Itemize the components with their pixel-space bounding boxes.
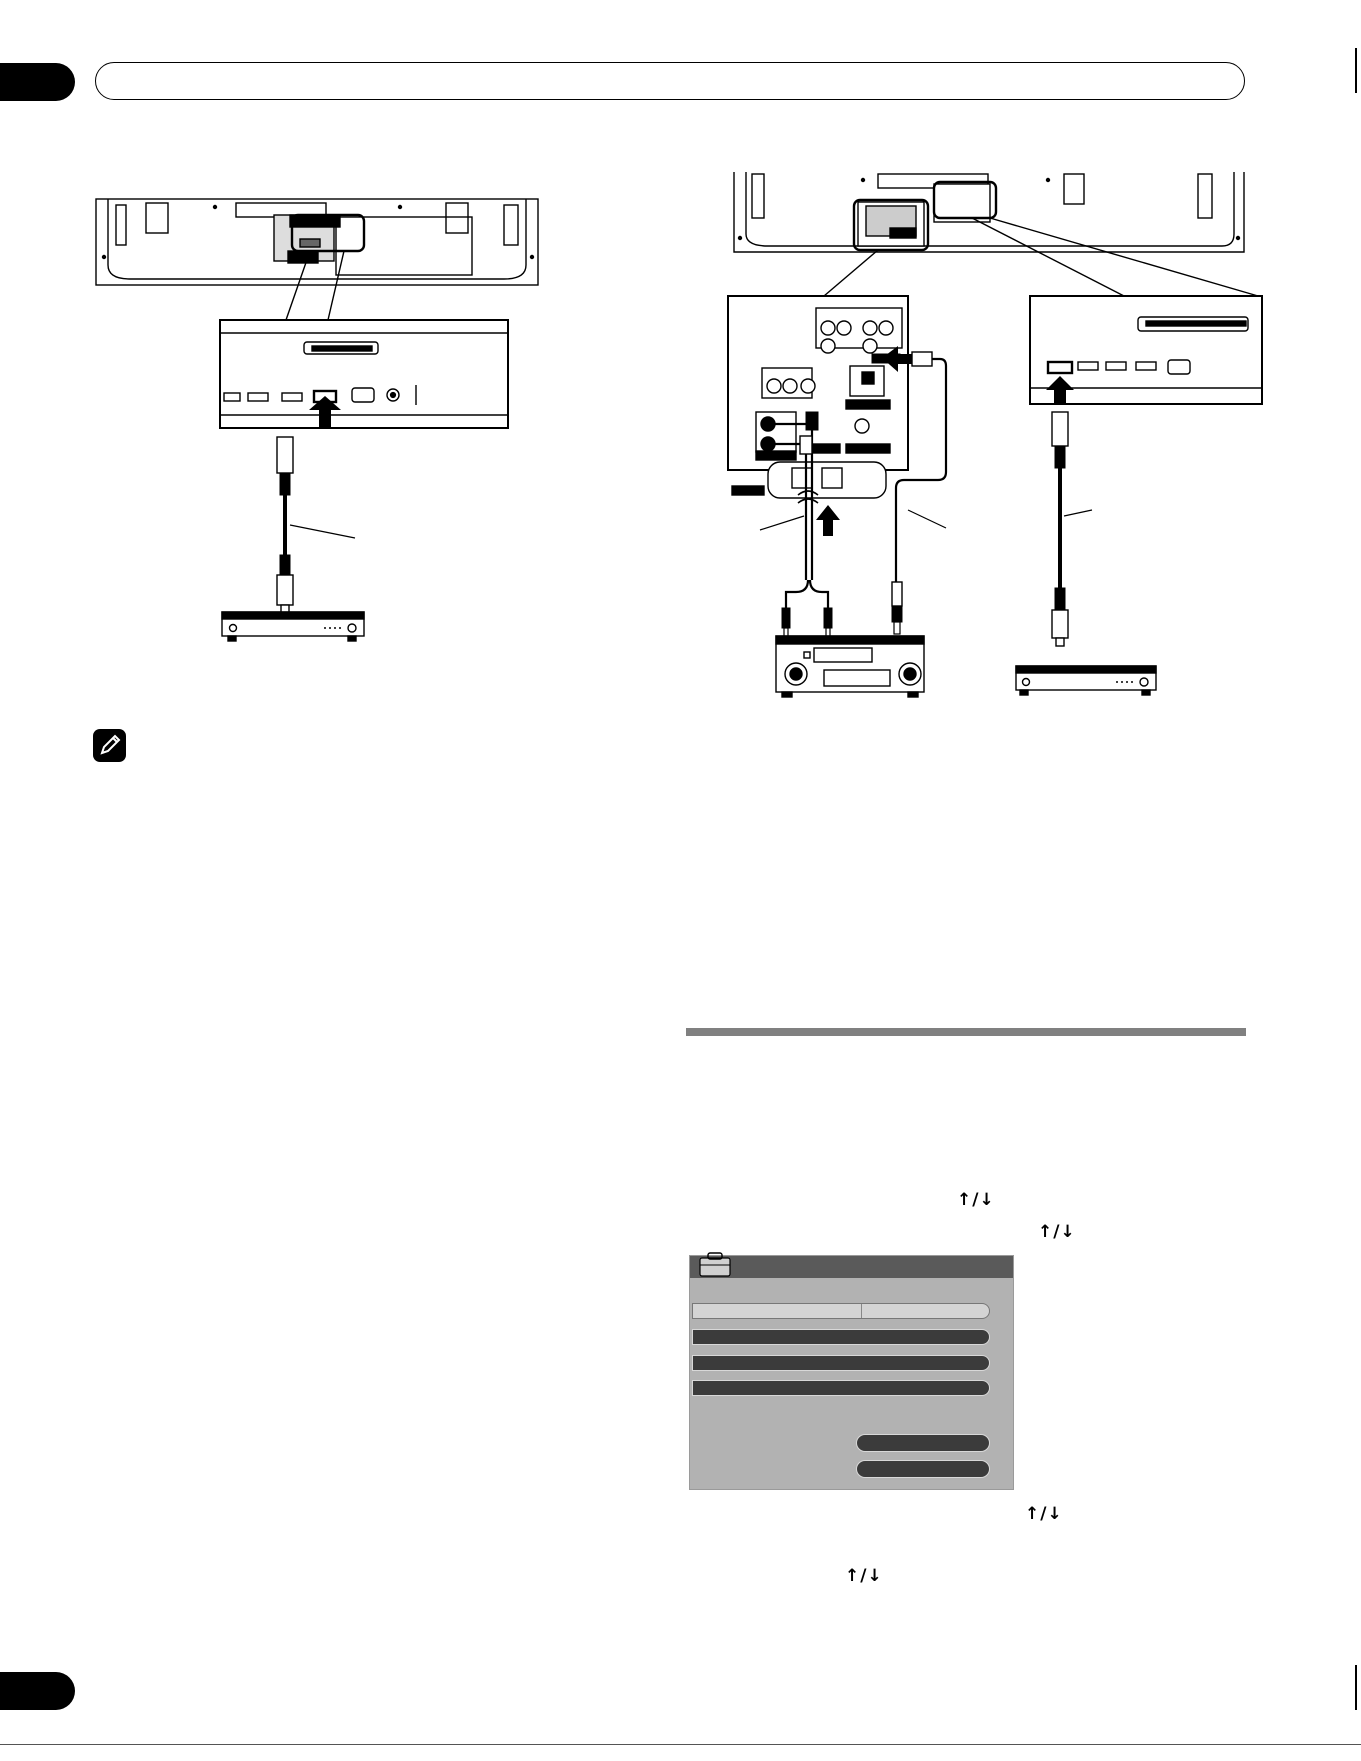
menu-button[interactable] bbox=[856, 1460, 990, 1478]
header-bar bbox=[95, 62, 1245, 100]
chapter-tab bbox=[0, 63, 75, 101]
insert-arrow bbox=[816, 505, 840, 536]
menu-title-bar bbox=[690, 1256, 1013, 1278]
menu-screen bbox=[689, 1255, 1014, 1490]
disc-player bbox=[1016, 666, 1156, 695]
menu-row[interactable] bbox=[692, 1380, 990, 1396]
crop-mark bbox=[0, 1744, 1361, 1745]
toolbox-icon bbox=[696, 1250, 736, 1278]
hdmi-cable bbox=[1052, 412, 1068, 646]
tv-rear-panel bbox=[96, 199, 538, 285]
pencil-note-icon bbox=[93, 729, 126, 762]
menu-row[interactable] bbox=[692, 1329, 990, 1345]
left-connection-diagram bbox=[90, 195, 550, 645]
crop-mark bbox=[1355, 48, 1357, 93]
menu-button[interactable] bbox=[856, 1434, 990, 1452]
menu-row[interactable] bbox=[692, 1355, 990, 1371]
right-connection-diagram bbox=[728, 172, 1263, 707]
tv-rear-panel bbox=[734, 172, 1244, 252]
av-receiver bbox=[776, 636, 924, 697]
up-down-arrows-icon: ↑/↓ bbox=[957, 1190, 995, 1210]
page-tab bbox=[0, 1672, 75, 1710]
callout-leader bbox=[760, 516, 804, 530]
callout-leader bbox=[908, 510, 946, 528]
terminal-zoom-panel bbox=[220, 320, 508, 428]
disc-player bbox=[222, 612, 364, 641]
audio-terminal-panel bbox=[728, 296, 908, 498]
crop-mark bbox=[1355, 1665, 1357, 1710]
menu-row-selected[interactable] bbox=[692, 1303, 990, 1319]
callout-leader bbox=[290, 525, 355, 538]
callout-leader bbox=[1064, 510, 1092, 516]
up-down-arrows-icon: ↑/↓ bbox=[1025, 1504, 1063, 1524]
up-down-arrows-icon: ↑/↓ bbox=[845, 1566, 883, 1586]
up-down-arrows-icon: ↑/↓ bbox=[1038, 1222, 1076, 1242]
section-rule bbox=[686, 1028, 1246, 1036]
